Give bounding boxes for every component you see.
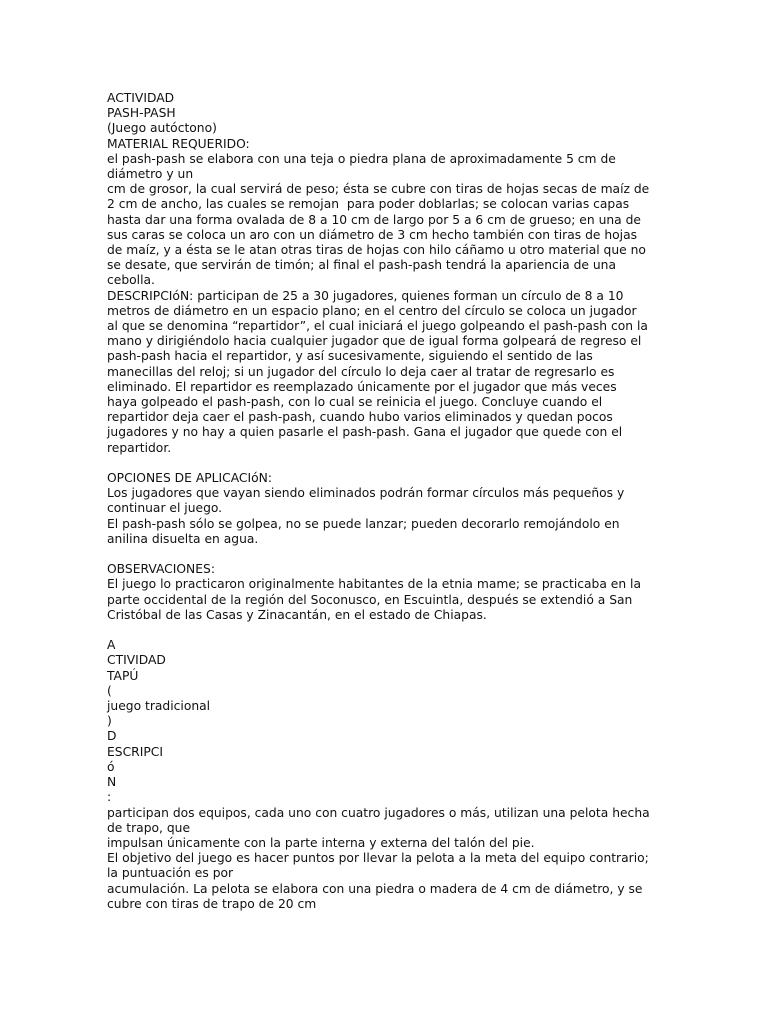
text-line: )	[107, 714, 112, 729]
text-line: de maíz, y a ésta se le atan otras tiras de hojas con hilo cáñamo u otro material que no	[107, 243, 646, 258]
text-line: cubre con tiras de trapo de 20 cm	[107, 896, 317, 911]
opciones-section	[107, 471, 659, 547]
observaciones-section	[107, 562, 659, 623]
text-line: PASH-PASH	[107, 106, 176, 121]
text-line: 2 cm de ancho, las cuales se remojan para poder doblarlas; se colocan varias capas	[107, 197, 630, 212]
text-line: diámetro y un	[107, 167, 194, 182]
text-line: (Juego autóctono)	[107, 121, 217, 136]
text-line: Los jugadores que vayan siendo eliminados podrán formar círculos más pequeños y	[107, 486, 625, 501]
text-line: sus caras se coloca un aro con un diámetro de 3 cm hecho también con tiras de hojas	[107, 227, 638, 242]
text-line: ó	[107, 759, 115, 774]
paragraph-gap	[107, 456, 659, 471]
text-line: al que se denomina “repartidor”, el cual iniciará el juego golpeando el pash-pash con la	[107, 319, 648, 334]
paragraph-gap	[107, 623, 659, 638]
text-line: haya golpeado el pash-pash, con lo cual se reinicia el juego. Concluye cuando el	[107, 395, 603, 410]
text-line: D	[107, 729, 117, 744]
text-line: repartidor deja caer el pash-pash, cuando hubo varios eliminados y quedan pocos	[107, 410, 613, 425]
text-line: impulsan únicamente con la parte interna y externa del talón del pie.	[107, 835, 535, 850]
pash-pash-section	[107, 91, 659, 456]
tapu-section	[107, 638, 659, 912]
text-line: de trapo, que	[107, 820, 191, 835]
text-line: DESCRIPCIóN: participan de 25 a 30 jugadores, quienes forman un círculo de 8 a 10	[107, 288, 624, 303]
paragraph-gap	[107, 547, 659, 562]
text-line: parte occidental de la región del Soconusco, en Escuintla, después se extendió a San	[107, 592, 633, 607]
text-line: el pash-pash se elabora con una teja o piedra plana de aproximadamente 5 cm de	[107, 151, 616, 166]
text-line: N	[107, 775, 117, 790]
text-line: ACTIVIDAD	[107, 91, 175, 105]
text-line: El pash-pash sólo se golpea, no se puede lanzar; pueden decorarlo remojándolo en	[107, 516, 620, 531]
text-line: la puntuación es por	[107, 866, 234, 881]
document-page	[107, 91, 659, 912]
text-line: continuar el juego.	[107, 501, 223, 516]
text-line: anilina disuelta en agua.	[107, 531, 259, 546]
text-line: eliminado. El repartidor es reemplazado únicamente por el jugador que más veces	[107, 379, 617, 394]
text-line: repartidor.	[107, 440, 172, 455]
text-line: OBSERVACIONES:	[107, 562, 215, 577]
text-line: A	[107, 638, 116, 653]
text-line: MATERIAL REQUERIDO:	[107, 136, 250, 151]
text-line: cebolla.	[107, 273, 155, 288]
text-line: acumulación. La pelota se elabora con una piedra o madera de 4 cm de diámetro, y se	[107, 881, 643, 896]
text-line: manecillas del reloj; si un jugador del círculo lo deja caer al tratar de regresarlo es	[107, 364, 615, 379]
text-line: El juego lo practicaron originalmente habitantes de la etnia mame; se practicaba en la	[107, 577, 641, 592]
text-line: participan dos equipos, cada uno con cuatro jugadores o más, utilizan una pelota hecha	[107, 805, 650, 820]
text-line: OPCIONES DE APLICACIóN:	[107, 471, 272, 486]
text-line: pash-pash hacia el repartidor, y así sucesivamente, siguiendo el sentido de las	[107, 349, 593, 364]
text-line: se desate, que servirán de timón; al final el pash-pash tendrá la apariencia de una	[107, 258, 617, 273]
text-line: Cristóbal de las Casas y Zinacantán, en el estado de Chiapas.	[107, 607, 487, 622]
text-line: juego tradicional	[107, 699, 211, 714]
text-line: TAPÚ	[107, 668, 139, 683]
text-line: ESCRIPCI	[107, 744, 163, 759]
text-line: :	[107, 790, 112, 805]
text-line: (	[107, 683, 112, 698]
text-line: hasta dar una forma ovalada de 8 a 10 cm de largo por 5 a 6 cm de grueso; en una de	[107, 212, 641, 227]
text-line: CTIVIDAD	[107, 653, 166, 668]
text-line: cm de grosor, la cual servirá de peso; ésta se cubre con tiras de hojas secas de maíz de	[107, 182, 650, 197]
text-line: metros de diámetro en un espacio plano; en el centro del círculo se coloca un jugador	[107, 303, 637, 318]
text-line: El objetivo del juego es hacer puntos por llevar la pelota a la meta del equipo contrario;	[107, 851, 649, 866]
text-line: mano y dirigiéndolo hacia cualquier jugador que de igual forma golpeará de regreso el	[107, 334, 642, 349]
text-line: jugadores y no hay a quien pasarle el pash-pash. Gana el jugador que quede con el	[107, 425, 623, 440]
